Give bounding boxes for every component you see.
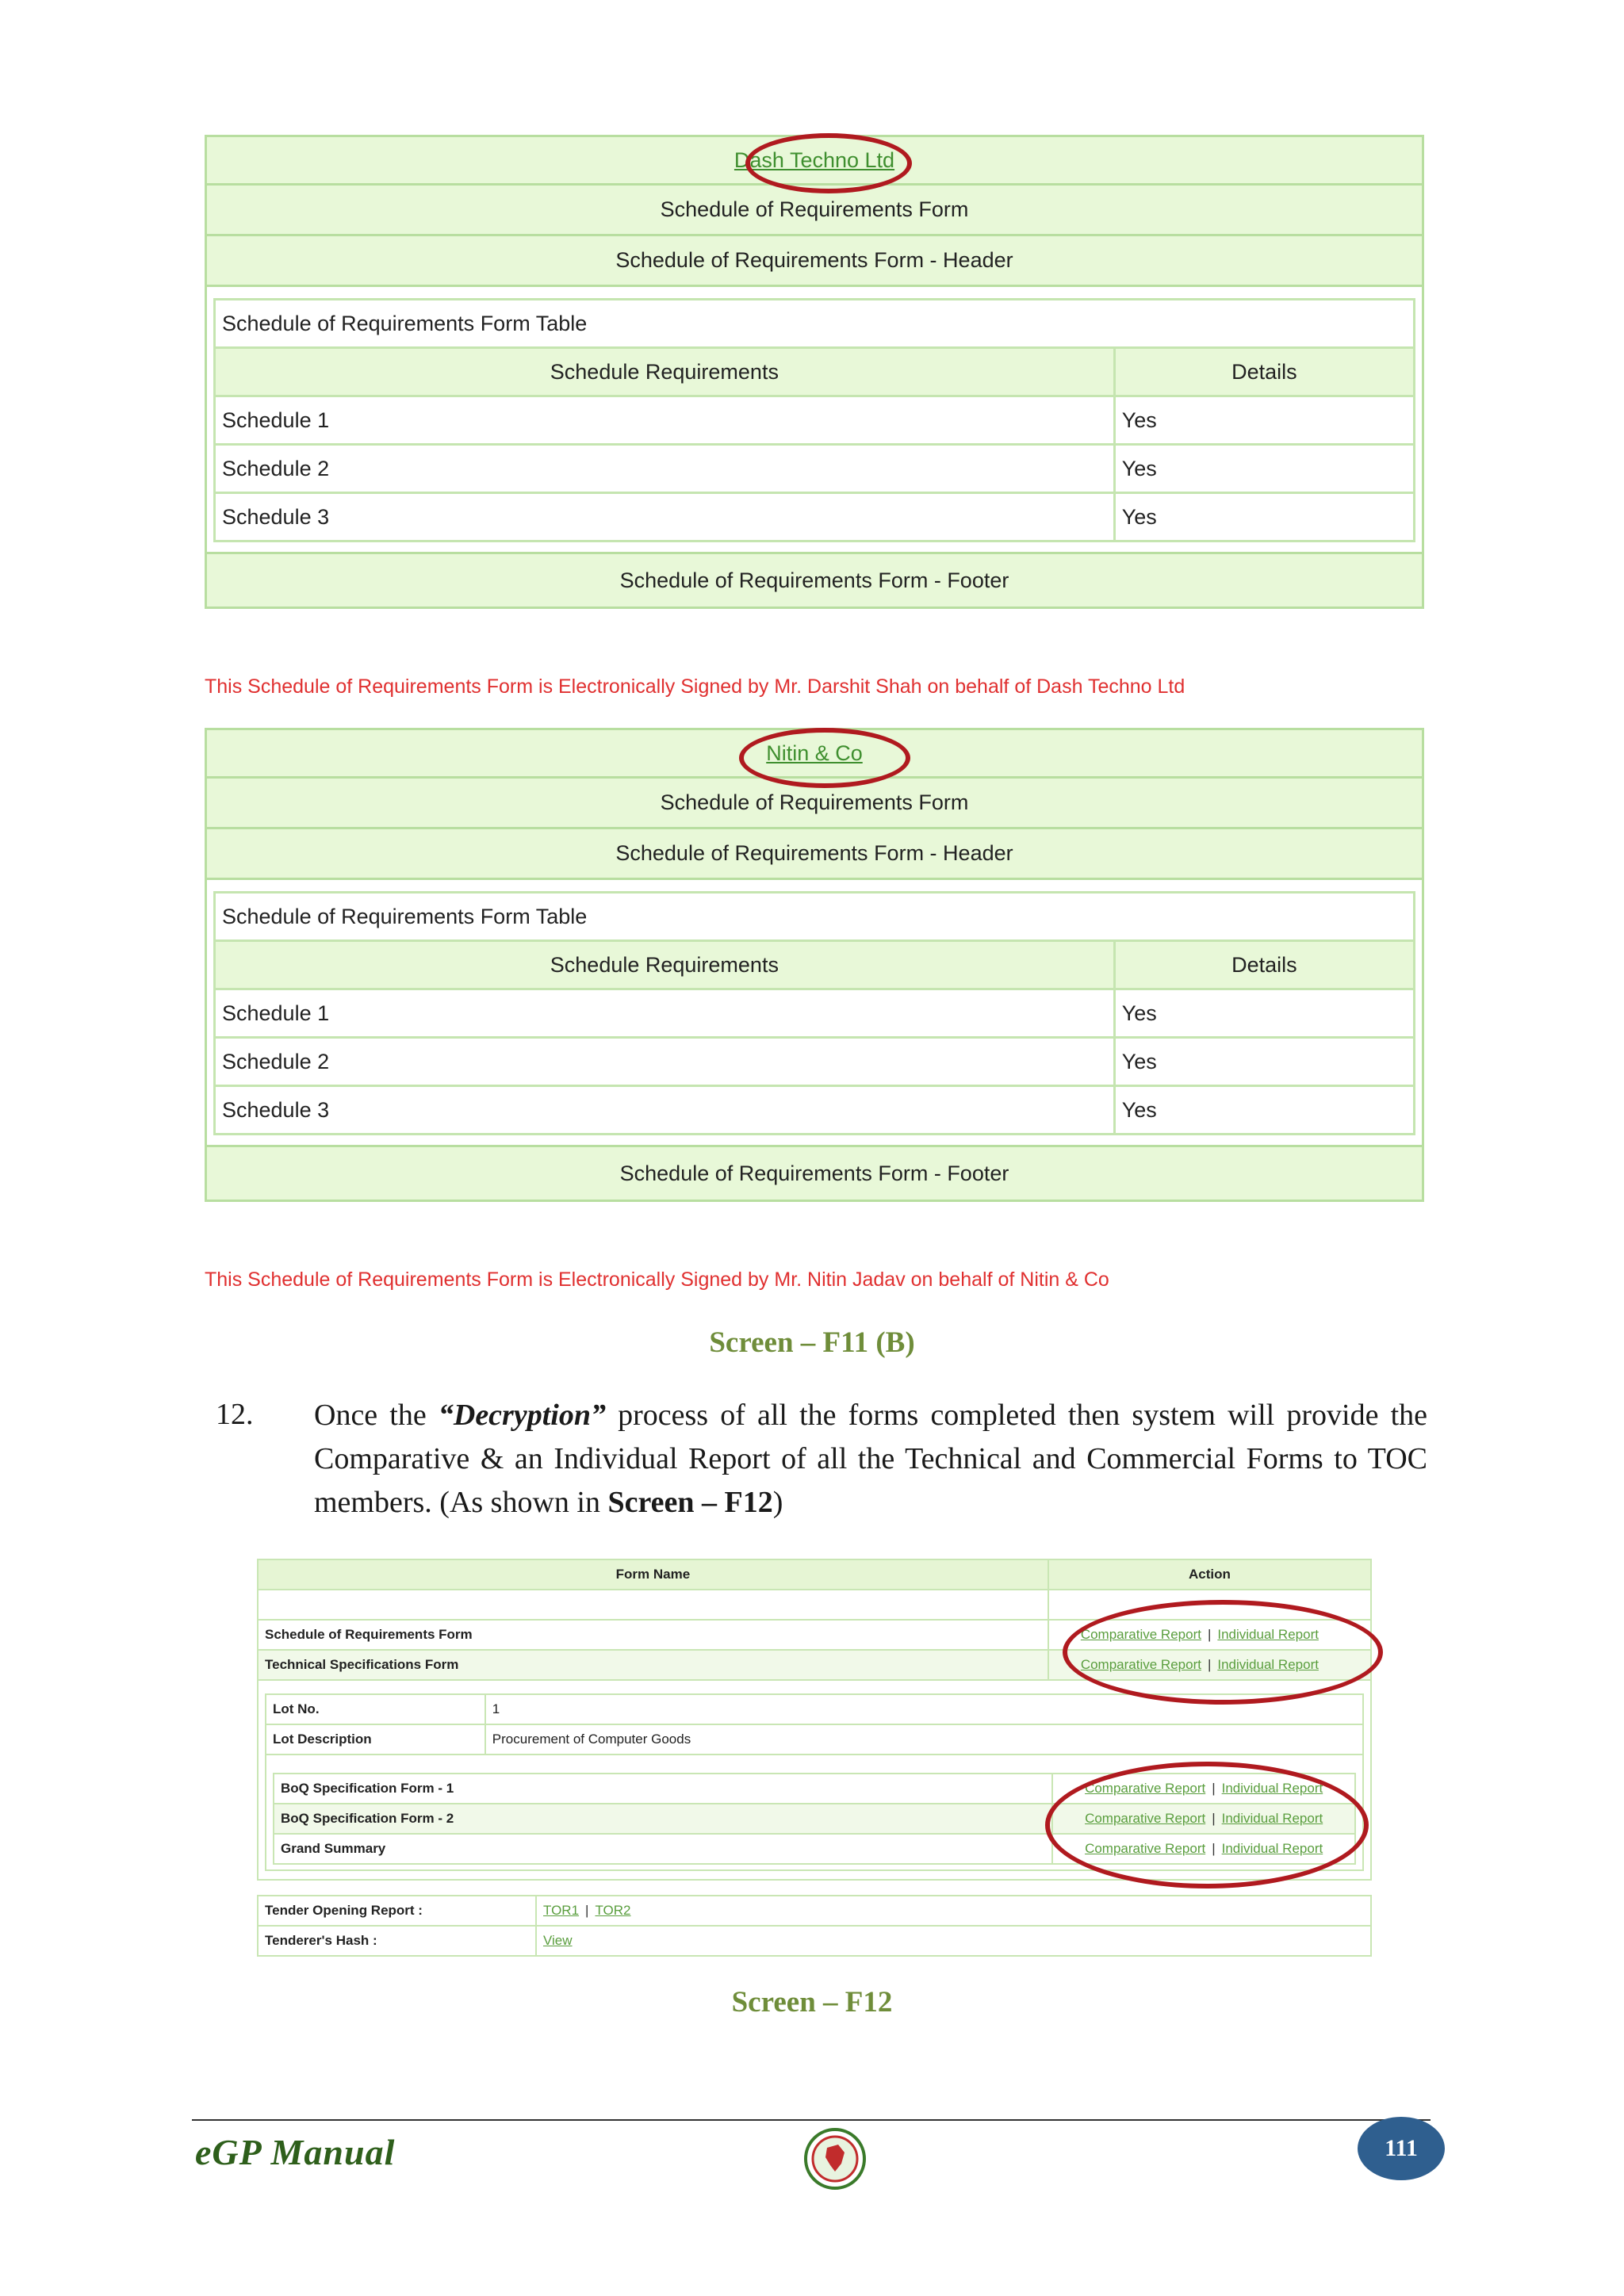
form-title-row: Schedule of Requirements Form [205,779,1424,829]
company-link[interactable]: Nitin & Co [766,740,863,765]
tor1-link[interactable]: TOR1 [543,1903,580,1918]
detail-cell: Yes [1114,396,1414,445]
paragraph-emphasis: “Decryption” [438,1399,606,1432]
boq-form-name: BoQ Specification Form - 1 [274,1774,1052,1804]
form-table-wrap [205,880,1424,1147]
boq-form-name: BoQ Specification Form - 2 [274,1804,1052,1834]
instruction-paragraph [314,1394,1427,1525]
requirement-cell: Schedule 2 [215,445,1115,493]
table-row [215,1038,1415,1086]
separator: | [1212,1811,1216,1826]
paragraph-number: 12. [216,1398,254,1431]
table-caption: Schedule of Requirements Form Table [215,893,1415,941]
individual-report-link[interactable]: Individual Report [1217,1657,1319,1672]
signature-note: This Schedule of Requirements Form is Electronically Signed by Mr. Darshit Shah on behalf of Dash Techno Ltd [205,675,1185,698]
individual-report-link[interactable]: Individual Report [1221,1811,1323,1826]
schedule-table [213,298,1415,542]
lot-no-value: 1 [485,1694,1363,1724]
requirement-cell: Schedule 1 [215,989,1115,1038]
sor-form-block-1 [205,135,1424,609]
highlight-oval [745,133,912,193]
separator: | [585,1903,589,1918]
paragraph-text: ) [772,1486,783,1519]
tender-opening-report-label: Tender Opening Report : [258,1896,536,1926]
column-header-details: Details [1114,941,1414,989]
comparative-report-link[interactable]: Comparative Report [1085,1841,1206,1856]
individual-report-link[interactable]: Individual Report [1221,1841,1323,1856]
column-header-details: Details [1114,348,1414,396]
government-emblem-icon [803,2127,867,2191]
table-row [215,989,1415,1038]
form-header-row: Schedule of Requirements Form - Header [205,829,1424,880]
requirement-cell: Schedule 3 [215,493,1115,541]
table-row [215,1086,1415,1135]
detail-cell: Yes [1114,445,1414,493]
form-name-cell: Schedule of Requirements Form [258,1620,1048,1650]
table-row [215,493,1415,541]
individual-report-link[interactable]: Individual Report [1217,1627,1319,1642]
detail-cell: Yes [1114,1086,1414,1135]
highlight-oval [1045,1762,1369,1888]
detail-cell: Yes [1114,493,1414,541]
separator: | [1207,1657,1212,1672]
paragraph-text: Once the [314,1399,439,1432]
individual-report-link[interactable]: Individual Report [1221,1781,1323,1796]
lot-description-value: Procurement of Computer Goods [485,1724,1363,1755]
form-table-wrap [205,287,1424,554]
detail-cell: Yes [1114,1038,1414,1086]
boq-form-name: Grand Summary [274,1834,1052,1864]
lot-description-label: Lot Description [266,1724,485,1755]
screen-reference: Screen – F12 [607,1486,773,1519]
page-number: 111 [1358,2117,1445,2180]
detail-cell: Yes [1114,989,1414,1038]
separator: | [1207,1627,1212,1642]
table-row [215,445,1415,493]
column-header-form-name: Form Name [258,1559,1048,1590]
table-row [215,396,1415,445]
signature-note: This Schedule of Requirements Form is Electronically Signed by Mr. Nitin Jadav on behalf of Nitin & Co [205,1269,1109,1291]
brand-logo: eGP Manual [195,2132,396,2172]
company-link[interactable]: Dash Techno Ltd [733,147,895,172]
form-footer-row: Schedule of Requirements Form - Footer [205,1147,1424,1202]
column-header-requirements: Schedule Requirements [215,348,1115,396]
table-caption: Schedule of Requirements Form Table [215,300,1415,348]
highlight-oval [1063,1600,1383,1705]
form-header-row: Schedule of Requirements Form - Header [205,236,1424,287]
tenderer-hash-label: Tenderer's Hash : [258,1926,536,1956]
paragraph-text: process of all the forms completed then system will provide the Comparative & an Individual Report of all the Technical and Commercial Forms to TOC members. (As shown in [314,1399,1427,1519]
form-title-row: Schedule of Requirements Form [205,186,1424,236]
view-hash-link[interactable]: View [543,1933,573,1948]
separator: | [1212,1781,1216,1796]
column-header-action: Action [1048,1559,1371,1590]
tor2-link[interactable]: TOR2 [595,1903,631,1918]
separator: | [1212,1841,1216,1856]
sor-form-block-2 [205,728,1424,1202]
comparative-report-link[interactable]: Comparative Report [1085,1781,1206,1796]
highlight-oval [739,728,910,788]
screen-caption-f11: Screen – F11 (B) [709,1326,915,1359]
comparative-report-link[interactable]: Comparative Report [1080,1657,1201,1672]
form-name-cell: Technical Specifications Form [258,1650,1048,1680]
footer-rule [192,2119,1431,2121]
lot-no-label: Lot No. [266,1694,485,1724]
requirement-cell: Schedule 1 [215,396,1115,445]
requirement-cell: Schedule 3 [215,1086,1115,1135]
schedule-table [213,891,1415,1135]
form-footer-row: Schedule of Requirements Form - Footer [205,554,1424,609]
tender-info-table [257,1895,1372,1957]
screen-caption-f12: Screen – F12 [731,1986,893,2019]
column-header-requirements: Schedule Requirements [215,941,1115,989]
requirement-cell: Schedule 2 [215,1038,1115,1086]
comparative-report-link[interactable]: Comparative Report [1085,1811,1206,1826]
comparative-report-link[interactable]: Comparative Report [1080,1627,1201,1642]
